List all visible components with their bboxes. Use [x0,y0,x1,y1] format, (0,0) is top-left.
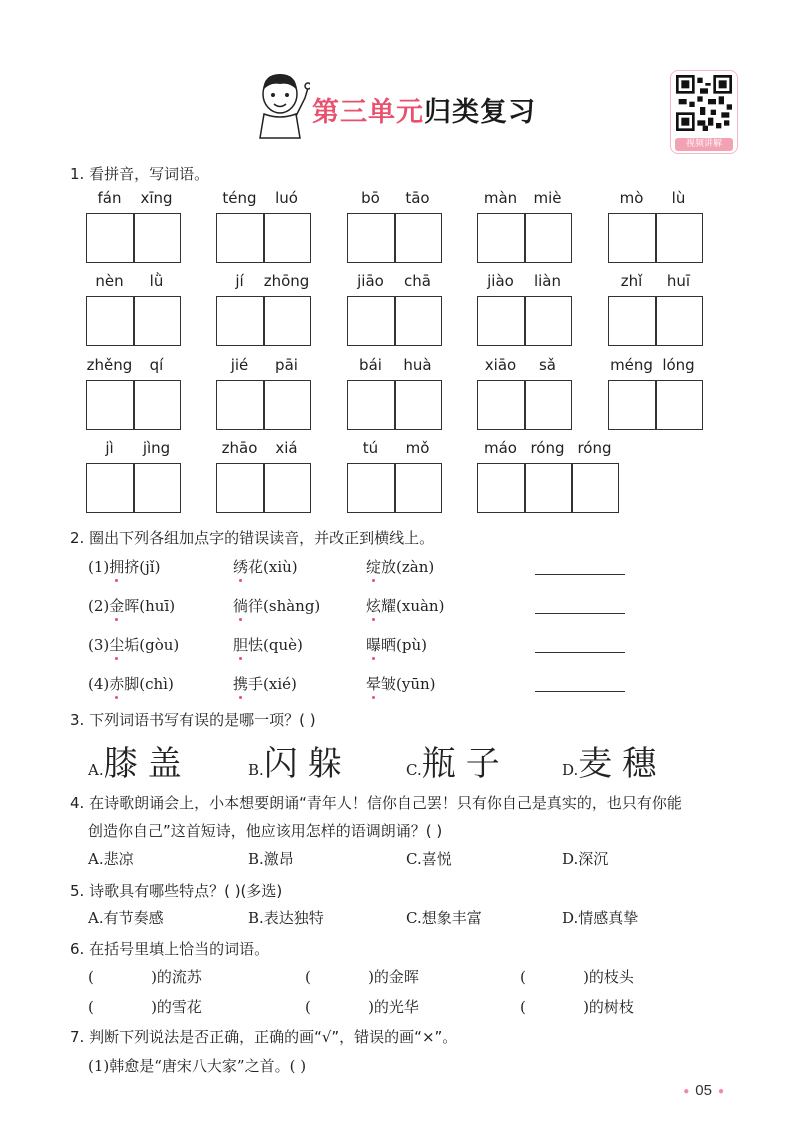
dot-icon: ● [683,1085,690,1097]
q5-option[interactable]: D.情感真挚 [562,909,639,927]
title-rest: 归类复习 [424,97,536,128]
pronunciation-item[interactable]: 胆怯(què) [233,636,303,654]
q4-option[interactable]: B.激昂 [248,850,294,868]
q4-line1: 4. 在诗歌朗诵会上，小本想要朗诵“青年人！信你自己罢！只有你自己是真实的，也只有你能 [70,794,682,812]
writing-box[interactable] [86,463,181,513]
pinyin-label: róng [577,439,612,457]
pinyin-label: jìng [142,439,171,457]
q3-option[interactable] [88,736,192,785]
cell-divider [263,214,265,262]
pronunciation-item[interactable]: 绣花(xiù) [233,558,298,576]
cell-divider [655,297,657,345]
cell-divider [133,381,135,429]
option-label: D. [562,761,579,779]
writing-box[interactable] [477,463,619,513]
cell-divider [394,297,396,345]
pronunciation-item[interactable]: 曝晒(pù) [366,636,427,654]
cell-divider [655,214,657,262]
cell-divider [524,297,526,345]
page-title [312,90,536,129]
dotted-char: 尘 [109,636,125,654]
q4-line2: 创造你自己”这首短诗，他应该用怎样的语调朗诵？( ) [88,822,443,840]
q3-option[interactable] [248,736,352,785]
option-word: 麦穗 [578,744,667,784]
pinyin-label: zhōng [263,272,310,290]
pinyin-label: jì [105,439,114,457]
dotted-char: 赤 [109,675,125,693]
q5-option[interactable]: A.有节奏感 [88,909,164,927]
dotted-char: 炫 [366,597,382,615]
pinyin-label: lǜ [149,272,164,290]
dotted-char: 绣 [233,558,249,576]
writing-box[interactable] [477,296,572,346]
dotted-char: 徜 [233,597,249,615]
fill-blank-item[interactable]: ( )的流苏 [88,968,202,986]
pinyin-label: xiāo [484,356,517,374]
option-label: C. [406,761,422,779]
pinyin-label: jiào [487,272,514,290]
qr-code[interactable] [670,70,738,154]
option-label: A. [88,761,104,779]
q1-title: 1. 看拼音，写词语。 [70,165,210,183]
cell-divider [133,214,135,262]
cell-divider [263,464,265,512]
option-word: 膝盖 [103,744,192,784]
writing-box[interactable] [216,463,311,513]
pinyin-label: tāo [405,189,430,207]
q4-option[interactable]: C.喜悦 [406,850,452,868]
dotted-char: 胆 [233,636,249,654]
q7-item-1: (1)韩愈是“唐宋八大家”之首。( ) [88,1057,307,1075]
cell-divider [263,297,265,345]
pinyin-label: téng [222,189,257,207]
answer-line[interactable] [535,613,625,614]
pinyin-label: pāi [275,356,298,374]
q6-title: 6. 在括号里填上恰当的词语。 [70,940,270,958]
cell-divider [133,464,135,512]
cell-divider [524,214,526,262]
pinyin-label: liàn [533,272,562,290]
dotted-char: 晕 [366,675,382,693]
dotted-char: 携 [233,675,249,693]
pinyin-label: luó [275,189,298,207]
writing-box[interactable] [608,213,703,263]
pinyin-label: màn [483,189,518,207]
cell-divider [394,381,396,429]
writing-box[interactable] [86,213,181,263]
q4-option[interactable]: D.深沉 [562,850,609,868]
pinyin-label: jiāo [357,272,384,290]
cell-divider [394,214,396,262]
page-number: ● 05 ● [683,1082,724,1099]
cell-divider [571,464,573,512]
pinyin-label: fán [97,189,122,207]
answer-line[interactable] [535,691,625,692]
dotted-char: 绽 [366,558,382,576]
pronunciation-item[interactable]: 绽放(zàn) [366,558,435,576]
q4-option[interactable]: A.悲凉 [88,850,134,868]
dotted-char: 金 [109,597,125,615]
pinyin-label: huī [666,272,691,290]
writing-box[interactable] [477,380,572,430]
fill-blank-item[interactable]: ( )的雪花 [88,998,202,1016]
pinyin-label: zhěng [86,356,133,374]
qr-code-icon [676,75,732,131]
pinyin-label: qí [149,356,164,374]
fill-blank-item[interactable]: ( )的金晖 [305,968,419,986]
writing-box[interactable] [608,296,703,346]
pinyin-label: méng [610,356,653,374]
q2-title: 2. 圈出下列各组加点字的错误读音，并改正到横线上。 [70,529,435,547]
pronunciation-item[interactable]: 炫耀(xuàn) [366,597,445,615]
q3-option[interactable] [406,736,510,785]
writing-box[interactable] [86,380,181,430]
writing-box[interactable] [216,380,311,430]
pinyin-label: máo [484,439,517,457]
q5-title: 5. 诗歌具有哪些特点？( )(多选) [70,882,283,900]
writing-box[interactable] [347,463,442,513]
pinyin-label: huà [403,356,432,374]
pinyin-label: lù [671,189,686,207]
cell-divider [263,381,265,429]
option-label: B. [248,761,264,779]
pinyin-label: róng [530,439,565,457]
pronunciation-item[interactable]: (3)尘垢(gòu) [88,636,180,654]
option-word: 瓶子 [421,744,510,784]
pinyin-label: miè [533,189,562,207]
dot-icon: ● [717,1085,724,1097]
cell-divider [655,381,657,429]
cell-divider [524,381,526,429]
pronunciation-item[interactable]: 携手(xié) [233,675,297,693]
writing-box[interactable] [347,296,442,346]
fill-blank-item[interactable]: ( )的光华 [305,998,419,1016]
pronunciation-item[interactable]: 徜徉(shàng) [233,597,321,615]
cell-divider [133,297,135,345]
option-word: 闪躲 [263,744,352,784]
mascot-boy-icon [250,68,310,140]
writing-box[interactable] [347,213,442,263]
writing-box[interactable] [608,380,703,430]
pinyin-label: lóng [662,356,695,374]
pinyin-label: jié [230,356,249,374]
q3-option[interactable] [562,736,666,785]
pinyin-label: sǎ [538,356,556,374]
pinyin-label: bō [361,189,380,207]
answer-line[interactable] [535,574,625,575]
pinyin-label: bái [359,356,382,374]
pinyin-label: zhǐ [620,272,643,290]
pronunciation-item[interactable]: (4)赤脚(chì) [88,675,174,693]
title-accent: 第三单元 [312,97,424,128]
pinyin-label: zhāo [221,439,258,457]
pinyin-label: chā [404,272,431,290]
writing-box[interactable] [347,380,442,430]
writing-box[interactable] [216,213,311,263]
qr-caption: 视频讲解 [675,138,733,151]
pinyin-label: nèn [95,272,124,290]
pinyin-label: xiá [275,439,298,457]
answer-line[interactable] [535,652,625,653]
cell-divider [524,464,526,512]
pronunciation-item[interactable]: (1)拥挤(jǐ) [88,558,161,576]
writing-box[interactable] [477,213,572,263]
fill-blank-item[interactable]: ( )的树枝 [520,998,634,1016]
pinyin-label: jí [235,272,244,290]
pinyin-label: xīng [140,189,173,207]
dotted-char: 曝 [366,636,382,654]
fill-blank-item[interactable]: ( )的枝头 [520,968,634,986]
q5-option[interactable]: B.表达独特 [248,909,324,927]
pinyin-label: mò [619,189,644,207]
pronunciation-item[interactable]: 晕皱(yūn) [366,675,436,693]
pronunciation-item[interactable]: (2)金晖(huī) [88,597,176,615]
q3-title: 3. 下列词语书写有误的是哪一项？( ) [70,711,316,729]
pinyin-label: mǒ [405,439,430,457]
q5-option[interactable]: C.想象丰富 [406,909,482,927]
q7-title: 7. 判断下列说法是否正确，正确的画“√”，错误的画“×”。 [70,1028,458,1046]
dotted-char: 拥 [109,558,125,576]
cell-divider [394,464,396,512]
writing-box[interactable] [86,296,181,346]
pinyin-label: tú [362,439,379,457]
writing-box[interactable] [216,296,311,346]
